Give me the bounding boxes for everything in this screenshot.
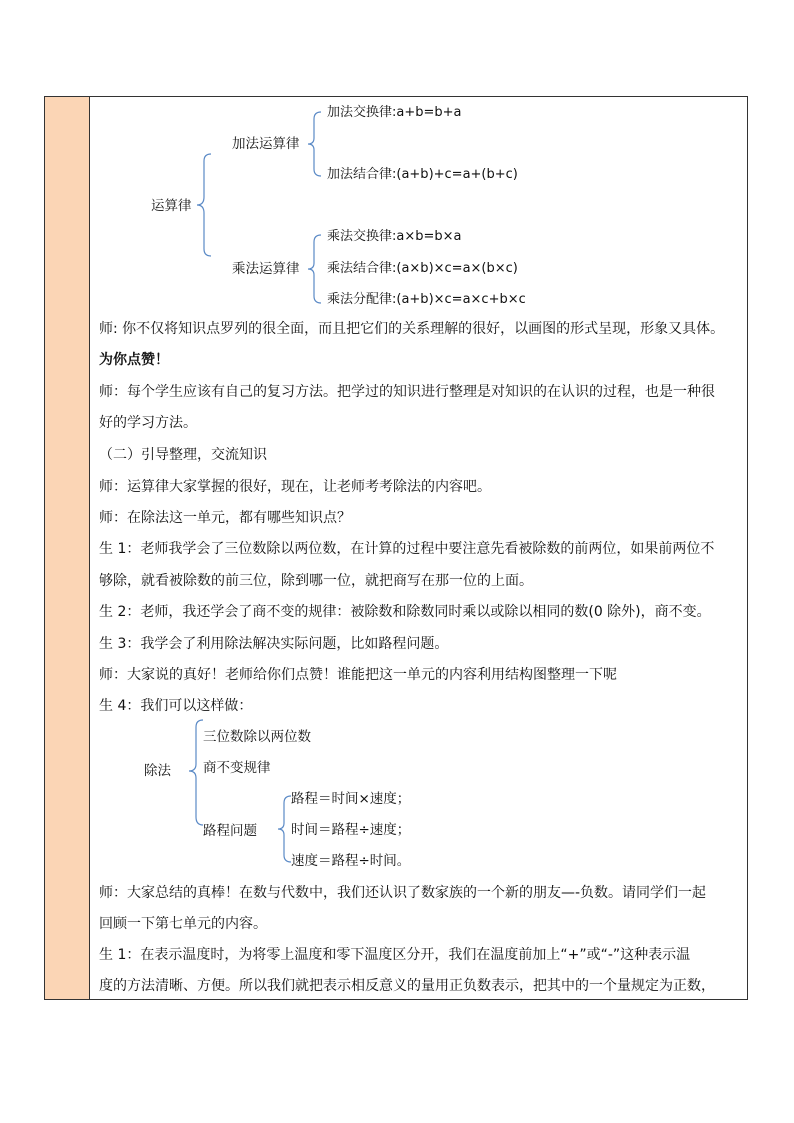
section-heading: （二）引导整理，交流知识 xyxy=(99,447,267,463)
paragraph-line: 师：在除法这一单元，都有哪些知识点？ xyxy=(99,510,351,526)
paragraph-line: 生 2：老师，我还学会了商不变的规律：被除数和除数同时乘以或除以相同的数(0 除外)，商不变。 xyxy=(99,604,711,620)
distance-item-2: 时间＝路程÷速度； xyxy=(291,822,411,838)
paragraph-line: 师: 你不仅将知识点罗列的很全面，而且把它们的关系理解的很好，以画图的形式呈现，形象又具体。 xyxy=(99,321,725,337)
distance-brace xyxy=(278,796,291,862)
add-item-2: 加法结合律:(a+b)+c=a+(b+c) xyxy=(327,167,518,182)
paragraph-line: 为你点赞！ xyxy=(99,352,169,368)
add-brace xyxy=(308,112,321,176)
paragraph-line: 度的方法清晰、方便。所以我们就把表示相反意义的量用正负数表示，把其中的一个量规定为正数， xyxy=(99,978,715,994)
division-brace xyxy=(189,720,203,825)
distance-item-3: 速度＝路程÷时间。 xyxy=(291,853,411,869)
paragraph-line: 好的学习方法。 xyxy=(99,415,197,431)
paragraph-line: 师：每个学生应该有自己的复习方法。把学过的知识进行整理是对知识的在认识的过程，也是一种很 xyxy=(99,384,715,400)
lesson-table xyxy=(44,96,748,1000)
division-item-2: 商不变规律 xyxy=(203,760,271,776)
paragraph-line: 生 1：在表示温度时，为将零上温度和零下温度区分开，我们在温度前加上“+”或“-”这种表示温 xyxy=(99,947,691,963)
paragraph-line: 生 3：我学会了利用除法解决实际问题，比如路程问题。 xyxy=(99,636,449,652)
mul-group-label: 乘法运算律 xyxy=(232,261,300,277)
tree-root-label: 运算律 xyxy=(151,198,192,214)
add-group-label: 加法运算律 xyxy=(232,136,300,152)
paragraph-line: 回顾一下第七单元的内容。 xyxy=(99,916,267,932)
add-item-1: 加法交换律:a+b=b+a xyxy=(327,105,462,120)
division-item-1: 三位数除以两位数 xyxy=(203,729,311,745)
paragraph-line: 师：大家说的真好！老师给你们点赞！谁能把这一单元的内容利用结构图整理一下呢 xyxy=(99,667,617,683)
root-brace xyxy=(197,154,211,256)
mul-brace xyxy=(308,235,321,303)
distance-group-label: 路程问题 xyxy=(203,823,257,839)
division-root-label: 除法 xyxy=(144,763,171,779)
paragraph-line: 够除，就看被除数的前三位，除到哪一位，就把商写在那一位的上面。 xyxy=(99,573,533,589)
content-cell xyxy=(91,97,747,999)
paragraph-line: 生 4：我们可以这样做： xyxy=(99,698,253,714)
mul-item-1: 乘法交换律:a×b=b×a xyxy=(327,229,462,244)
side-column xyxy=(45,97,90,999)
paragraph-line: 师：大家总结的真棒！在数与代数中，我们还认识了数家族的一个新的朋友—-负数。请同学们一起 xyxy=(99,885,707,901)
paragraph-line: 师：运算律大家掌握的很好，现在，让老师考考除法的内容吧。 xyxy=(99,479,491,495)
mul-item-3: 乘法分配律:(a+b)×c=a×c+b×c xyxy=(327,292,526,307)
paragraph-line: 生 1：老师我学会了三位数除以两位数，在计算的过程中要注意先看被除数的前两位，如果前两位不 xyxy=(99,541,715,557)
mul-item-2: 乘法结合律:(a×b)×c=a×(b×c) xyxy=(327,261,518,276)
distance-item-1: 路程＝时间×速度； xyxy=(291,791,411,807)
